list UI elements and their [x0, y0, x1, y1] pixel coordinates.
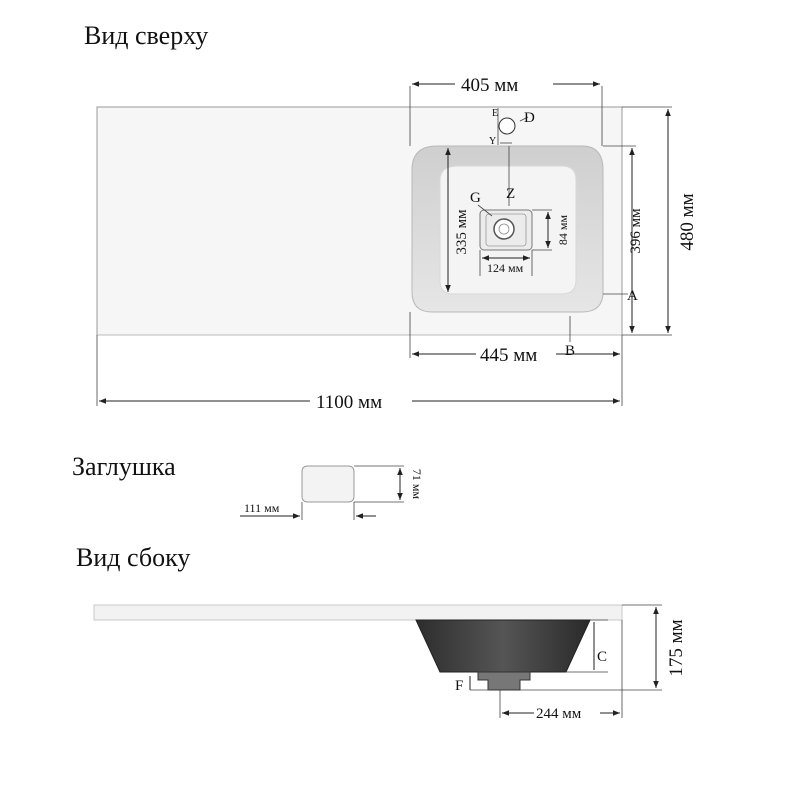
dim-side-height: 175 мм	[666, 619, 687, 677]
top-view-title: Вид сверху	[84, 21, 209, 50]
side-view-title: Вид сбоку	[76, 543, 191, 572]
countertop-side	[94, 605, 622, 620]
dim-plug-width: 111 мм	[244, 501, 280, 515]
ref-b: B	[565, 343, 576, 359]
dim-total-depth: 480 мм	[677, 193, 698, 251]
top-view	[97, 75, 698, 413]
drain-hole	[494, 219, 514, 239]
dim-drain-width: 124 мм	[487, 261, 524, 275]
plug-view	[240, 466, 424, 520]
dim-drain-height: 84 мм	[556, 214, 570, 246]
ref-z: Z	[506, 186, 516, 202]
ref-f: F	[455, 678, 464, 694]
faucet-hole	[499, 118, 515, 134]
ref-a: A	[627, 288, 638, 304]
dim-inner-depth: 396 мм	[628, 208, 644, 254]
ref-g: G	[470, 190, 481, 206]
plug-title: Заглушка	[72, 452, 176, 481]
plug-shape	[302, 466, 354, 502]
dim-plug-height: 71 мм	[410, 468, 424, 500]
side-bowl	[416, 620, 590, 672]
dim-bowl-outer-width: 445 мм	[480, 345, 538, 366]
side-view	[94, 605, 687, 722]
dim-bowl-depth: 335 мм	[454, 209, 470, 255]
ref-y: Y	[489, 136, 497, 147]
dim-side-offset: 244 мм	[536, 706, 582, 722]
ref-c: C	[597, 649, 608, 665]
dim-bowl-width: 405 мм	[461, 75, 519, 96]
dim-total-width: 1100 мм	[316, 392, 383, 413]
ref-e: E	[492, 108, 499, 119]
side-drain	[478, 672, 530, 690]
drain	[480, 210, 532, 250]
ref-d: D	[524, 110, 535, 126]
